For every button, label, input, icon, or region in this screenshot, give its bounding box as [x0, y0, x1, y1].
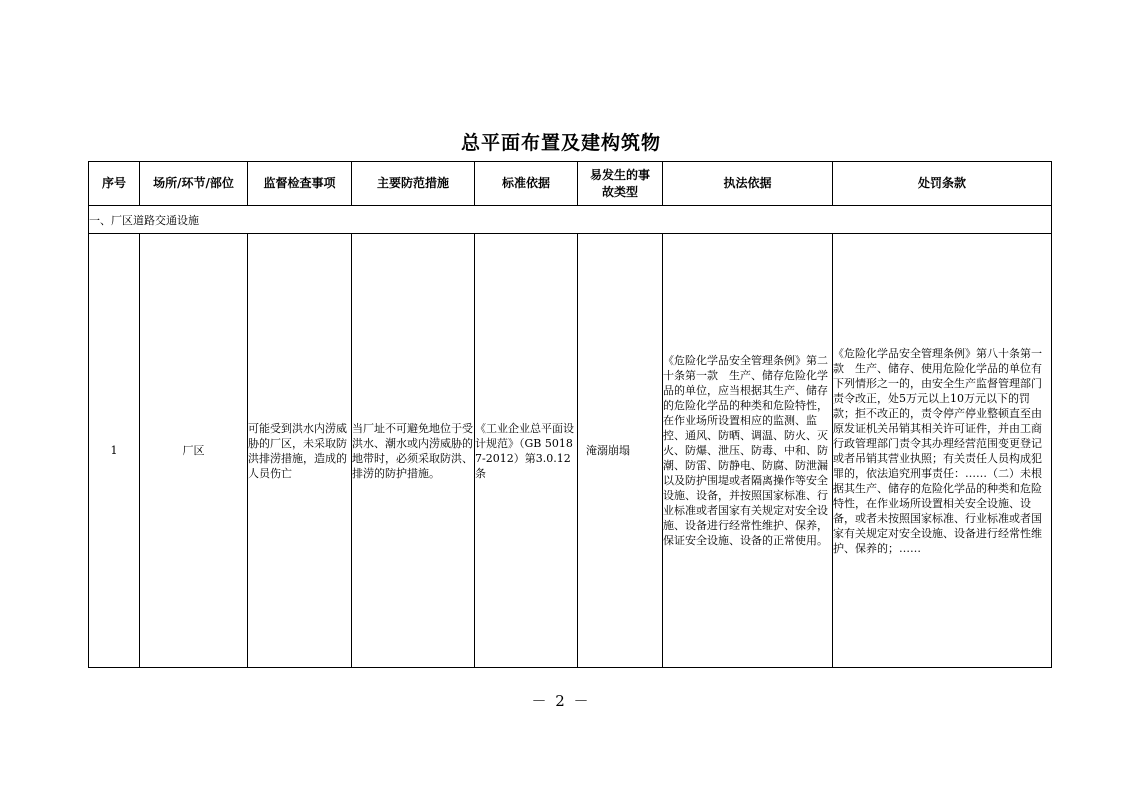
page-title: 总平面布置及建构筑物 — [460, 132, 661, 154]
cell-location: 厂区 — [140, 234, 248, 668]
regulation-table — [88, 161, 1052, 668]
page-number: － 2 － — [531, 692, 591, 710]
cell-accident-type: 淹溺崩塌 — [578, 234, 663, 668]
header-penalty: 处罚条款 — [833, 162, 1052, 206]
header-inspection-item: 监督检查事项 — [248, 162, 352, 206]
header-prevention: 主要防范措施 — [352, 162, 475, 206]
header-legal-basis: 执法依据 — [663, 162, 833, 206]
header-no: 序号 — [89, 162, 140, 206]
section-title: 一、厂区道路交通设施 — [89, 206, 1052, 234]
table-row — [89, 234, 1052, 668]
header-accident-type: 易发生的事故类型 — [578, 162, 663, 206]
cell-legal-basis: 《危险化学品安全管理条例》第二十条第一款 生产、储存危险化学品的单位，应当根据其生产、储存的危险化学品的种类和危险特性，在作业场所设置相应的监测、监控、通风、防晒、调温、防火、灭火、防爆、泄压、防毒、中和、防潮、防雷、防静电、防腐、防泄漏以及防护围堤或者隔离操作等安全设施、设备，并按照国家标准、行业标准或者国家有关规定对安全设施、设备进行经常性维护、保养，保证安全设施、设备的正常使用。 — [663, 234, 833, 668]
cell-inspection-item: 可能受到洪水内涝威胁的厂区，未采取防洪排涝措施，造成的人员伤亡 — [248, 234, 352, 668]
section-row — [89, 206, 1052, 234]
cell-standard: 《工业企业总平面设计规范》（GB 50187-2012）第3.0.12条 — [475, 234, 578, 668]
header-standard: 标准依据 — [475, 162, 578, 206]
header-location: 场所/环节/部位 — [140, 162, 248, 206]
cell-prevention: 当厂址不可避免地位于受洪水、潮水或内涝威胁的地带时，必须采取防洪、排涝的防护措施。 — [352, 234, 475, 668]
cell-no: 1 — [89, 234, 140, 668]
header-row — [89, 162, 1052, 206]
cell-penalty: 《危险化学品安全管理条例》第八十条第一款 生产、储存、使用危险化学品的单位有下列情形之一的，由安全生产监督管理部门责令改正，处5万元以上10万元以下的罚款；拒不改正的，责令停产停业整顿直至由原发证机关吊销其相关许可证件，并由工商行政管理部门责令其办理经营范围变更登记或者吊销其营业执照；有关责任人员构成犯罪的，依法追究刑事责任：……（二）未根据其生产、储存的危险化学品的种类和危险特性，在作业场所设置相关安全设施、设备，或者未按照国家标准、行业标准或者国家有关规定对安全设施、设备进行经常性维护、保养的；…… — [833, 234, 1052, 668]
